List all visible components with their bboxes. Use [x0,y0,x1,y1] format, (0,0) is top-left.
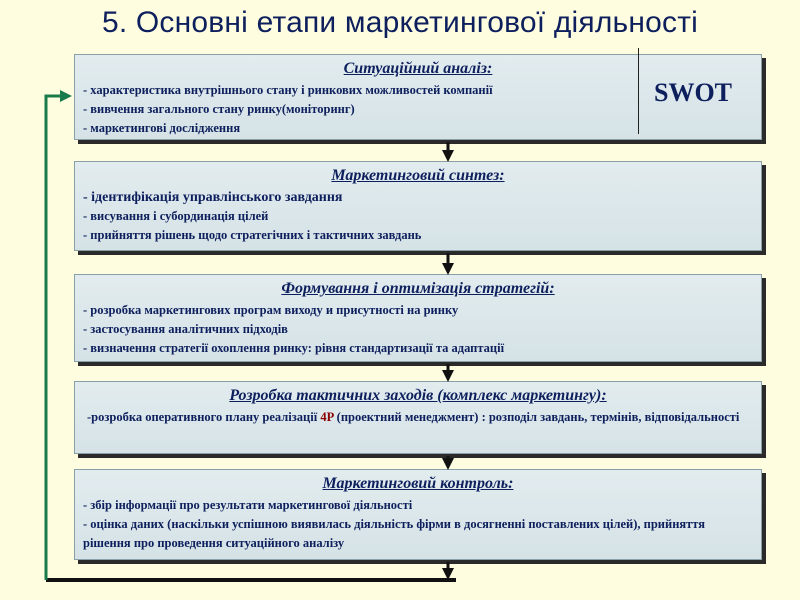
stage-item: - оцінка даних (наскільки успішною виявилась діяльність фірми в досягненні поставлених цілей), прийняття рішення про проведення ситуаційного аналізу [83,517,706,550]
stage-item-text: (проектний менеджмент) : розподіл завдань, термінів, відповідальності [333,410,740,424]
stage-title: Маркетинговий синтез: [331,167,505,184]
page-title: 5. Основні етапи маркетингової діяльності [101,6,699,39]
stage-item: - вивчення загального стану ринку(моніторинг) [83,102,355,116]
stage-title: Формування і оптимізація стратегій: [281,280,555,297]
stage-item: - застосування аналітичних підходів [83,322,288,336]
stage-item: - прийняття рішень щодо стратегічних і тактичних завдань [83,228,422,242]
stage-title: Ситуаційний аналіз: [343,60,493,77]
4p-accent: 4P [320,410,334,424]
feedback-loop [46,96,66,580]
stage-item: - розробка маркетингових програм виходу и присутності на ринку [83,303,459,317]
stage-item: - висування і субординація цілей [83,209,269,223]
stage-item: - збір інформації про результати маркетингової діяльності [83,498,413,512]
stage-item: - характеристика внутрішнього стану і ринкових можливостей компанії [83,83,493,97]
stage-item: - маркетингові дослідження [83,121,241,135]
stage-title: Маркетинговий контроль: [322,475,514,492]
stage-title: Розробка тактичних заходів (комплекс маркетингу): [229,387,607,404]
stage-item: - ідентифікація управлінського завдання [83,190,343,205]
stage-item-text: -розробка оперативного плану реалізації [87,410,321,424]
stage-item: - визначення стратегії охоплення ринку: рівня стандартизації та адаптації [83,341,505,355]
swot-label: SWOT [654,78,733,107]
